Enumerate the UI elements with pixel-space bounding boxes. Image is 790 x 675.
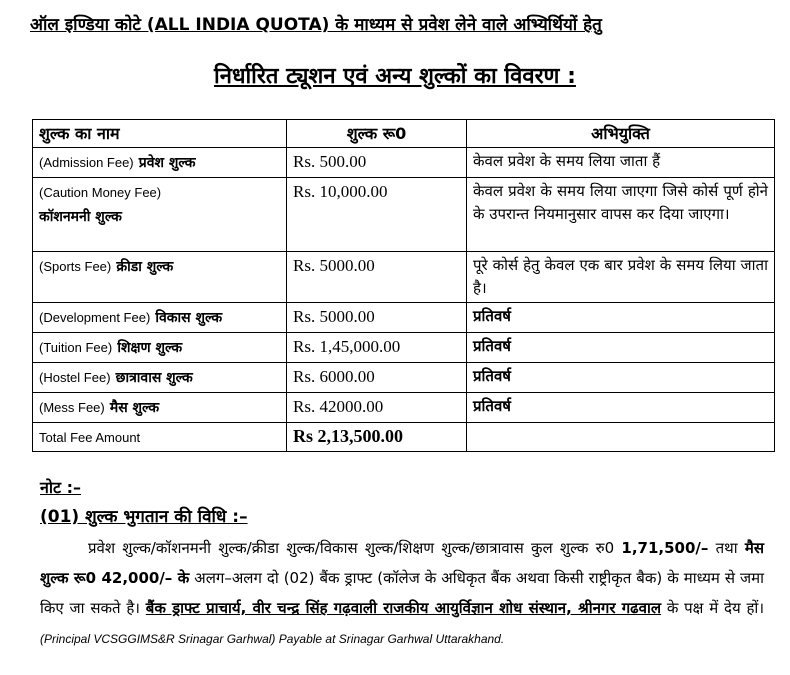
table-header-row — [33, 120, 775, 148]
para-text-3: अलग–अलग दो (02) बैंक ड्राफ्ट (कॉलेज के अधिकृत बैंक अथवा किसी राष्ट्रीकृत बैक) के माध्यम से जमा किए जा सकते है। — [40, 569, 764, 617]
fee-amount: Rs. 1,45,000.00 — [287, 333, 467, 363]
fee-name-en: (Caution Money Fee) — [39, 185, 162, 200]
para-payee-english: (Principal VCSGGIMS&R Srinagar Garhwal) Payable at Srinagar Garhwal Uttarakhand. — [40, 632, 505, 646]
fee-remark: केवल प्रवेश के समय लिया जाएगा जिसे कोर्स पूर्ण होने के उपरान्त नियमानुसार वापस कर दिया जाएगा। — [467, 178, 775, 252]
fee-remark: केवल प्रवेश के समय लिया जाता हैं — [467, 148, 775, 178]
fee-remark: प्रतिवर्ष — [467, 363, 775, 393]
fee-name-cell — [33, 178, 287, 252]
table-row — [33, 303, 775, 333]
fee-name-en: (Hostel Fee) — [39, 370, 111, 385]
header-fee-amount: शुल्क रू0 — [287, 120, 467, 148]
fee-amount: Rs. 6000.00 — [287, 363, 467, 393]
fee-name-en: (Sports Fee) — [39, 259, 112, 274]
fee-remark: प्रतिवर्ष — [467, 303, 775, 333]
fee-amount: Rs. 10,000.00 — [287, 178, 467, 252]
fee-remark: प्रतिवर्ष — [467, 333, 775, 363]
para-text-2: तथा — [708, 539, 745, 557]
fee-amount: Rs. 5000.00 — [287, 303, 467, 333]
total-amount: Rs 2,13,500.00 — [287, 423, 467, 452]
fee-name-en: (Tuition Fee) — [39, 340, 113, 355]
heading-line-1: ऑल इण्डिया कोटे (ALL INDIA QUOTA) के माध्यम से प्रवेश लेने वाले अभ्यिर्थियों हेतु — [30, 15, 602, 35]
fee-amount: Rs. 500.00 — [287, 148, 467, 178]
note-label: नोट :– — [40, 478, 82, 497]
header-remark: अभियुक्ति — [467, 120, 775, 148]
fee-name-hi: प्रवेश शुल्क — [138, 155, 196, 171]
fee-name-cell — [33, 252, 287, 303]
payment-method-heading: (01) शुल्क भुगतान की विधि :– — [40, 507, 248, 527]
heading-line-2: निर्धारित ट्यूशन एवं अन्य शुल्कों का विवरण : — [214, 64, 576, 89]
fee-name-hi: शिक्षण शुल्क — [117, 340, 183, 356]
table-row — [33, 148, 775, 178]
table-row — [33, 178, 775, 252]
fee-name-cell — [33, 363, 287, 393]
fee-name-hi: विकास शुल्क — [155, 310, 223, 326]
fee-name-hi: मैस शुल्क — [109, 400, 160, 416]
fee-name-en: (Mess Fee) — [39, 400, 105, 415]
fee-amount: Rs. 42000.00 — [287, 393, 467, 423]
table-row — [33, 252, 775, 303]
fee-remark: पूरे कोर्स हेतु केवल एक बार प्रवेश के समय लिया जाता है। — [467, 252, 775, 303]
para-amount-2: मैस शुल्क रू0 42,000/– के — [40, 539, 765, 587]
fee-name-en: (Admission Fee) — [39, 155, 134, 170]
header-fee-name: शुल्क का नाम — [33, 120, 287, 148]
total-label-text: Total Fee Amount — [39, 430, 141, 445]
total-remark — [467, 423, 775, 452]
para-text-4: के पक्ष में देय हों। — [661, 599, 765, 617]
fee-amount: Rs. 5000.00 — [287, 252, 467, 303]
para-amount-1: 1,71,500/– — [621, 539, 709, 557]
total-label — [33, 423, 287, 452]
fee-name-cell — [33, 148, 287, 178]
fee-name-hi: क्रीडा शुल्क — [116, 259, 174, 275]
fee-name-en: (Development Fee) — [39, 310, 151, 325]
fee-name-hi: छात्रावास शुल्क — [115, 370, 193, 386]
table-row — [33, 393, 775, 423]
payment-method-paragraph — [40, 533, 764, 654]
fee-name-hi: कॉशनमनी शुल्क — [39, 209, 122, 225]
fee-name-cell — [33, 333, 287, 363]
para-text-1: प्रवेश शुल्क/कॉशनमनी शुल्क/क्रीडा शुल्क/विकास शुल्क/शिक्षण शुल्क/छात्रावास कुल शुल्क रु0 — [88, 539, 622, 557]
fee-name-cell — [33, 393, 287, 423]
fee-name-cell — [33, 303, 287, 333]
fee-remark: प्रतिवर्ष — [467, 393, 775, 423]
para-payee: बैंक ड्राफ्ट प्राचार्य, वीर चन्द्र सिंह गढ़वाली राजकीय आयुर्विज्ञान शोध संस्थान, श्रीनगर गढवाल — [145, 599, 662, 617]
fee-table — [32, 119, 775, 452]
table-row — [33, 333, 775, 363]
total-row — [33, 423, 775, 452]
table-row — [33, 363, 775, 393]
